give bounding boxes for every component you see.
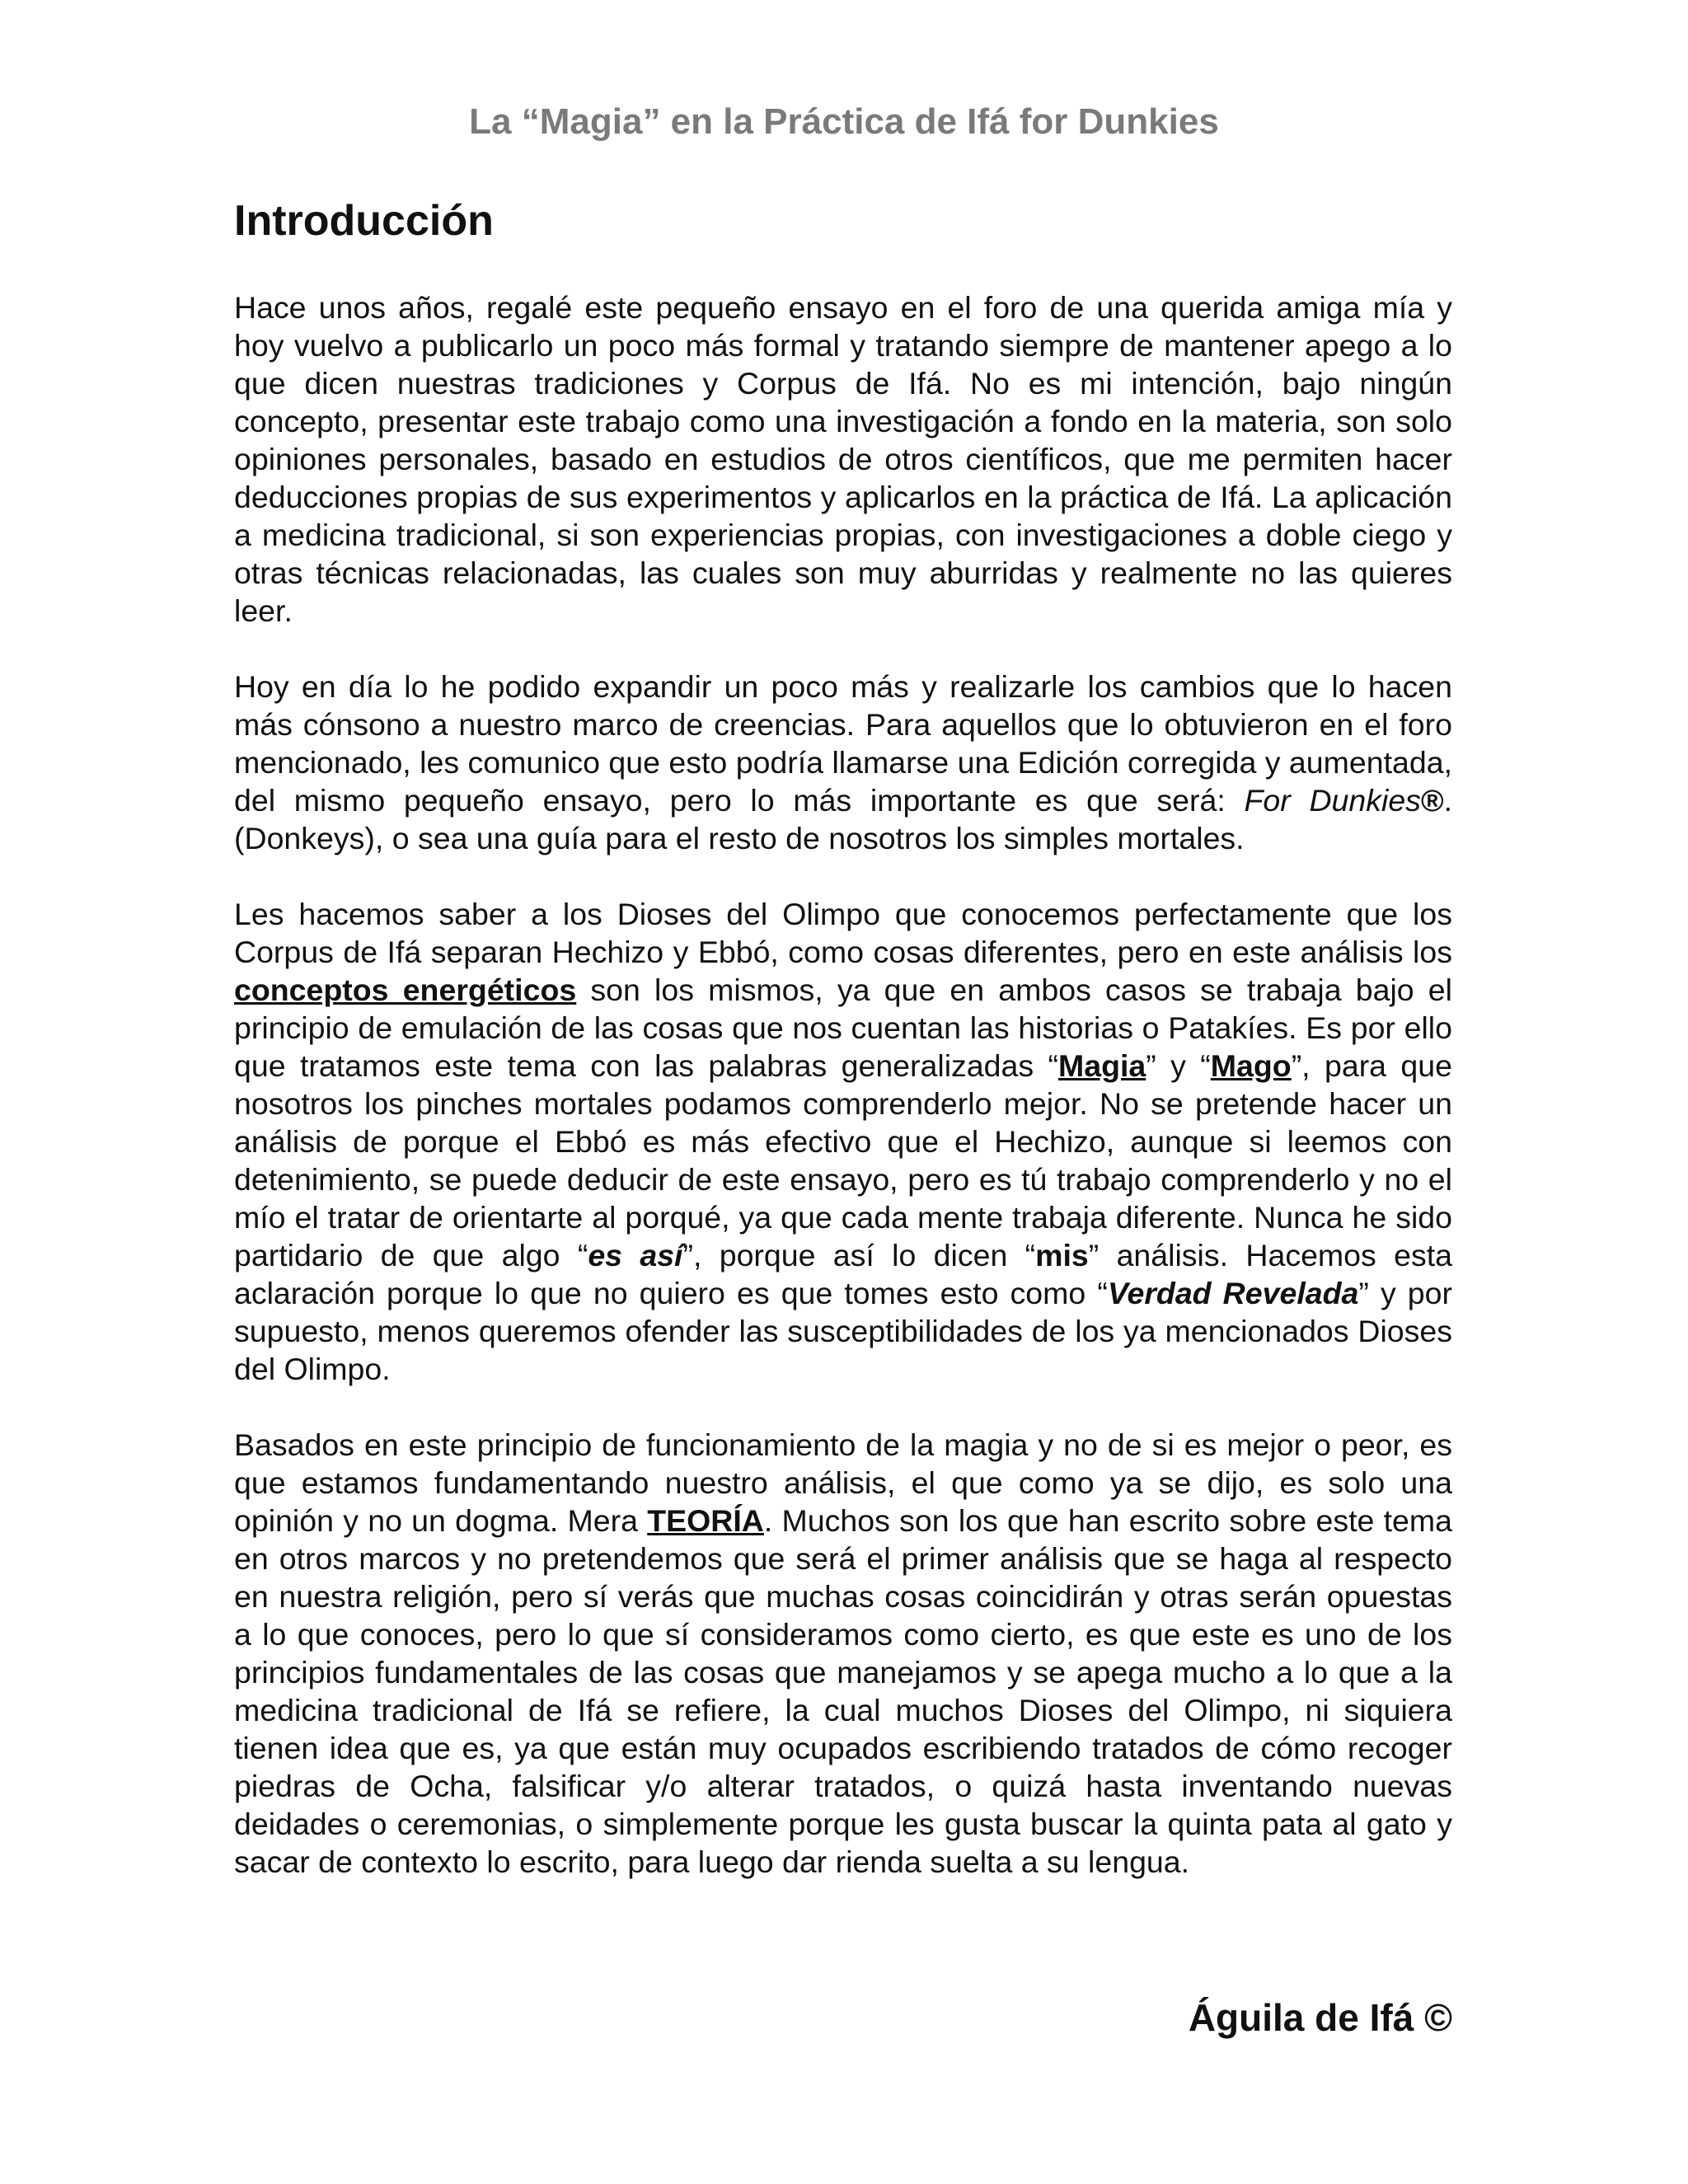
mis-term: mis	[1035, 1238, 1089, 1272]
paragraph-3-text-g: ”, para que nosotros los pinches mortales podamos comprenderlo mejor. No se pretende hacer un análisis de porque el Ebbó es más efectivo que el Hechizo, aunque si leemos con detenimiento, se puede deducir de este ensayo, pero es tú trabajo comprenderlo y no el mío el tratar de orientarte al porqué, ya que cada mente trabaja diferente. Nunca he sido partidario de que algo “	[234, 1048, 1452, 1272]
verdad-revelada-term: Verdad Revelada	[1107, 1276, 1359, 1310]
paragraph-4	[234, 1426, 1452, 1881]
paragraph-4-text-c: . Muchos son los que han escrito sobre este tema en otros marcos y no pretendemos que será el primer análisis que se haga al respecto en nuestra religión, pero sí verás que muchas cosas coincidirán y otras serán opuestas a lo que conoces, pero lo que sí consideramos como cierto, es que este es uno de los principios fundamentales de las cosas que manejamos y se apega mucho a lo que a la medicina tradicional de Ifá se refiere, la cual muchos Dioses del Olimpo, ni siquiera tienen idea que es, ya que están muy ocupados escribiendo tratados de cómo recoger piedras de Ocha, falsificar y/o alterar tratados, o quizá hasta inventando nuevas deidades o ceremonias, o simplemente porque les gusta buscar la quinta pata al gato y sacar de contexto lo escrito, para luego dar rienda suelta a su lengua.	[234, 1503, 1452, 1879]
teoria-term: TEORÍA	[647, 1503, 764, 1538]
paragraph-3-text-m: ” y por supuesto, menos queremos ofender las susceptibilidades de los ya mencionados Dioses del Olimpo.	[234, 1276, 1453, 1386]
paragraph-3	[234, 895, 1452, 1388]
paragraph-3-text-a: Les hacemos saber a los Dioses del Olimpo que conocemos perfectamente que los Corpus de Ifá separan Hechizo y Ebbó, como cosas diferentes, pero en este análisis los	[234, 897, 1452, 969]
conceptos-energeticos-term: conceptos energéticos	[234, 972, 577, 1007]
es-asi-term: es así	[588, 1238, 683, 1272]
paragraph-2-text-d: . (Donkeys), o sea una guía para el resto de nosotros los simples mortales.	[234, 783, 1452, 855]
magia-term: Magia	[1057, 1048, 1146, 1083]
paragraph-2-text-a: Hoy en día lo he podido expandir un poco más y realizarle los cambios que lo hacen más cónsono a nuestro marco de creencias. Para aquellos que lo obtuvieron en el foro mencionado, les comunico que esto podría llamarse una Edición corregida y aumentada, del mismo pequeño ensayo, pero lo más importante es que será:	[234, 669, 1452, 818]
paragraph-3-text-i: ”, porque así lo dicen “	[682, 1238, 1036, 1272]
paragraph-4-text-a: Basados en este principio de funcionamiento de la magia y no de si es mejor o peor, es que estamos fundamentando nuestro análisis, el que como ya se dijo, es solo una opinión y no un dogma. Mera	[234, 1427, 1452, 1538]
paragraph-3-text-e: ” y “	[1146, 1048, 1211, 1083]
author-signature: Águila de Ifá ©	[1188, 1996, 1452, 2039]
page-header: La “Magia” en la Práctica de Ifá for Dunkies	[469, 101, 1219, 142]
registered-mark: ®	[1420, 783, 1444, 818]
paragraph-1	[234, 288, 1452, 630]
document-body	[234, 193, 1452, 1919]
paragraph-2	[234, 668, 1452, 857]
for-dunkies-term: For Dunkies	[1244, 783, 1421, 818]
paragraph-3-text-k: ” análisis. Hacemos esta aclaración porque lo que no quiero es que tomes esto como “	[234, 1238, 1452, 1310]
paragraph-1-text: Hace unos años, regalé este pequeño ensayo en el foro de una querida amiga mía y hoy vuelvo a publicarlo un poco más formal y tratando siempre de mantener apego a lo que dicen nuestras tradiciones y Corpus de Ifá. No es mi intención, bajo ningún concepto, presentar este trabajo como una investigación a fondo en la materia, son solo opiniones personales, basado en estudios de otros científicos, que me permiten hacer deducciones propias de sus experimentos y aplicarlos en la práctica de Ifá. La aplicación a medicina tradicional, si son experiencias propias, con investigaciones a doble ciego y otras técnicas relacionadas, las cuales son muy aburridas y realmente no las quieres leer.	[234, 290, 1452, 628]
paragraph-3-text-c: son los mismos, ya que en ambos casos se trabaja bajo el principio de emulación de las cosas que nos cuentan las historias o Patakíes. Es por ello que tratamos este tema con las palabras generalizadas “	[234, 972, 1452, 1083]
section-title: Introducción	[234, 197, 494, 245]
mago-term: Mago	[1210, 1048, 1292, 1083]
